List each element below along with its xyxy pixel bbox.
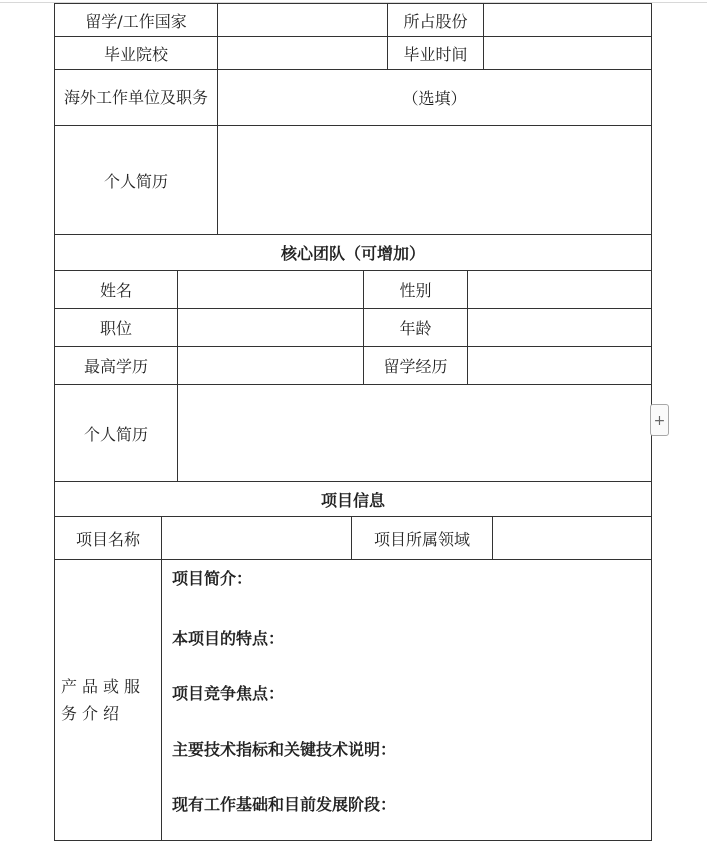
member-education-input[interactable]: [178, 347, 364, 385]
project-domain-label: 项目所属领域: [352, 517, 493, 560]
study-country-label: 留学/工作国家: [55, 4, 218, 37]
graduate-school-input[interactable]: [218, 37, 388, 70]
member-study-abroad-label: 留学经历: [364, 347, 468, 385]
project-info-table: [54, 481, 652, 841]
product-description-cell[interactable]: [162, 560, 652, 841]
project-name-input[interactable]: [162, 517, 352, 560]
graduate-school-label: 毕业院校: [55, 37, 218, 70]
product-label: 产品或服务介绍: [55, 560, 162, 841]
project-competition-heading: 项目竞争焦点：: [172, 684, 285, 703]
project-heading: 项目信息: [55, 482, 652, 517]
member-resume-input[interactable]: [178, 385, 652, 482]
core-team-table: [54, 234, 652, 482]
graduate-time-label: 毕业时间: [388, 37, 484, 70]
project-name-label: 项目名称: [55, 517, 162, 560]
study-country-input[interactable]: [218, 4, 388, 37]
work-foundation-heading: 现有工作基础和目前发展阶段：: [172, 795, 397, 814]
member-position-input[interactable]: [178, 309, 364, 347]
overseas-work-input[interactable]: （选填）: [218, 70, 652, 126]
member-study-abroad-input[interactable]: [468, 347, 652, 385]
member-name-input[interactable]: [178, 271, 364, 309]
member-name-label: 姓名: [55, 271, 178, 309]
applicant-info-table: [54, 3, 652, 235]
member-age-input[interactable]: [468, 309, 652, 347]
member-gender-label: 性别: [364, 271, 468, 309]
core-team-heading: 核心团队（可增加）: [55, 235, 652, 271]
graduate-time-input[interactable]: [484, 37, 652, 70]
tech-indicators-heading: 主要技术指标和关键技术说明：: [172, 740, 397, 759]
member-gender-input[interactable]: [468, 271, 652, 309]
overseas-work-label: 海外工作单位及职务: [55, 70, 218, 126]
member-resume-label: 个人简历: [55, 385, 178, 482]
member-position-label: 职位: [55, 309, 178, 347]
project-features-heading: 本项目的特点：: [172, 629, 285, 648]
shares-input[interactable]: [484, 4, 652, 37]
project-domain-input[interactable]: [493, 517, 652, 560]
resume-input[interactable]: [218, 126, 652, 235]
shares-label: 所占股份: [388, 4, 484, 37]
member-age-label: 年龄: [364, 309, 468, 347]
resume-label: 个人简历: [55, 126, 218, 235]
add-row-button[interactable]: +: [650, 404, 669, 436]
project-summary-heading: 项目简介：: [172, 569, 253, 588]
member-education-label: 最高学历: [55, 347, 178, 385]
